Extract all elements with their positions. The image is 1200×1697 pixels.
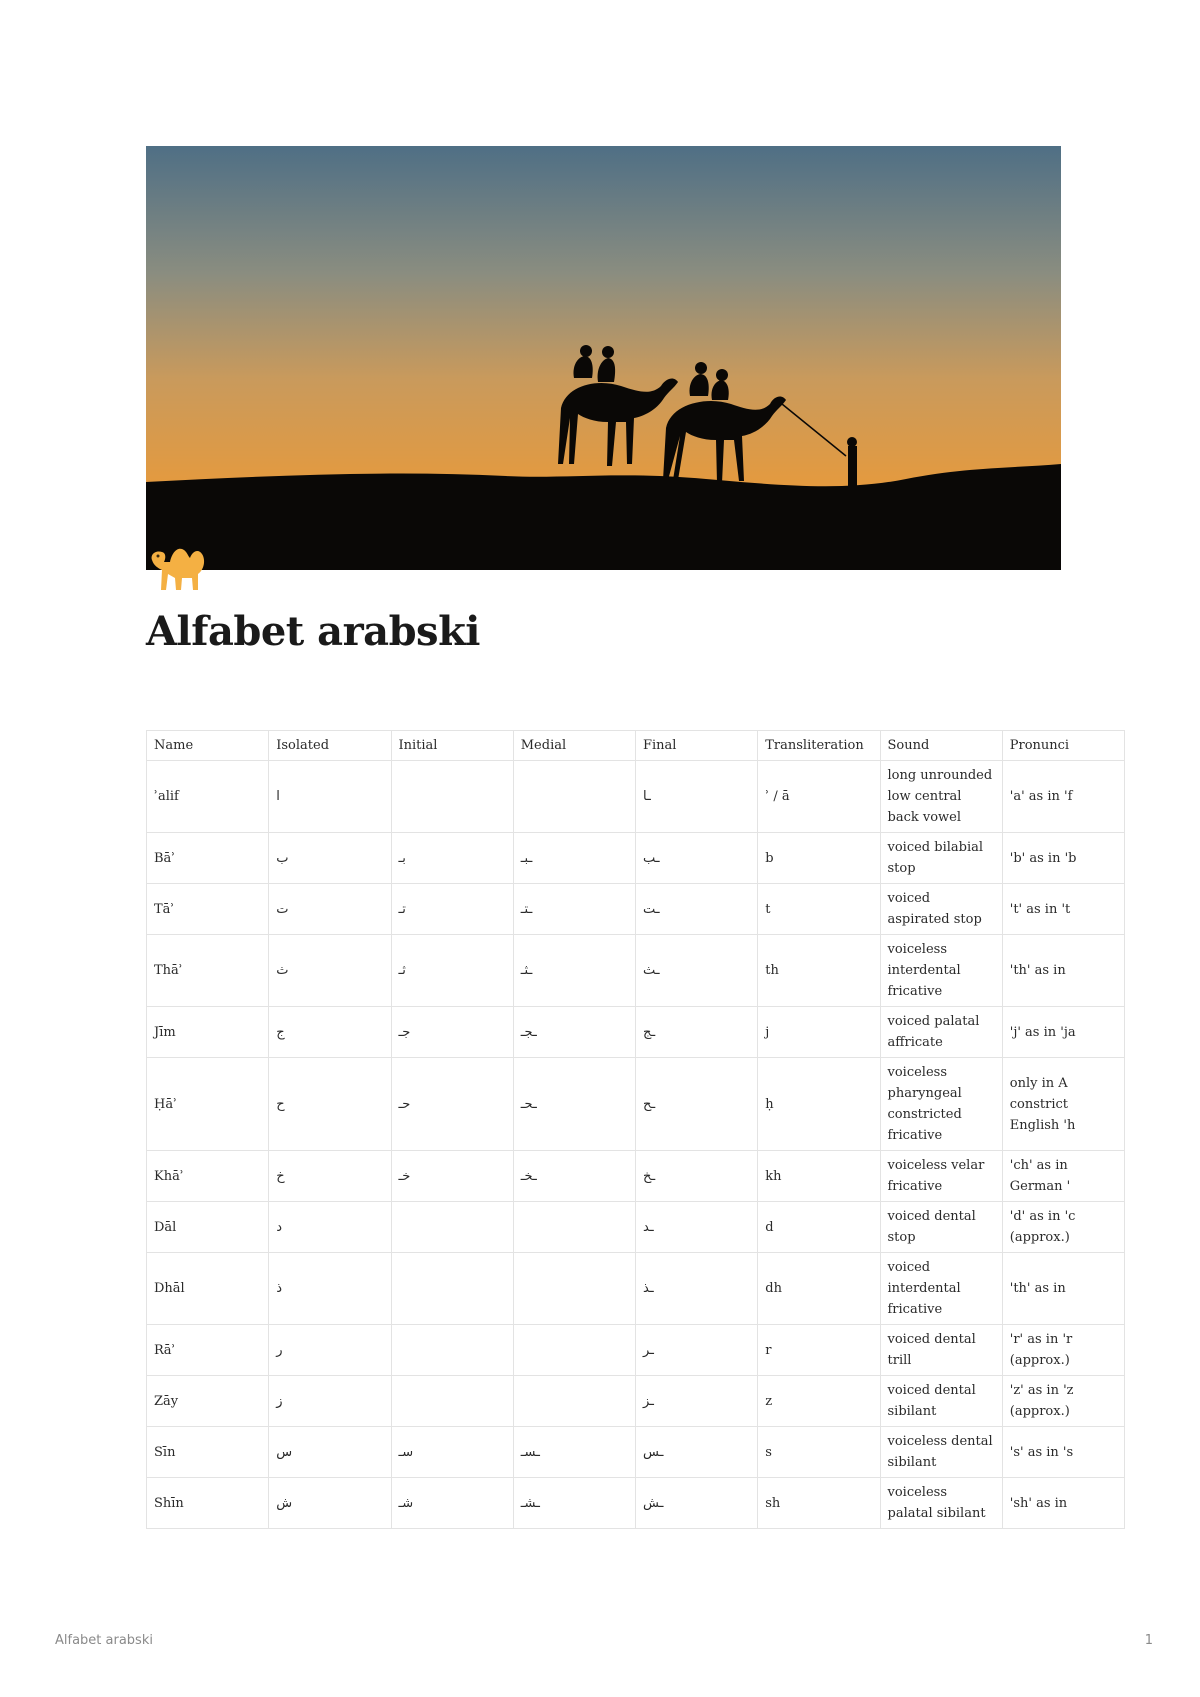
table-cell <box>513 1376 635 1427</box>
table-cell: 'sh' as in <box>1002 1478 1124 1529</box>
table-cell: voiced dental stop <box>880 1202 1002 1253</box>
table-cell: بـ <box>391 833 513 884</box>
table-cell: voiced dental sibilant <box>880 1376 1002 1427</box>
table-cell: ـب <box>636 833 758 884</box>
table-cell: ذ <box>269 1253 391 1325</box>
page-number: 1 <box>1144 1633 1153 1648</box>
table-cell: ت <box>269 884 391 935</box>
desert-caravan-photo <box>146 146 1061 570</box>
table-cell: th <box>758 935 880 1007</box>
table-cell: long unrounded low central back vowel <box>880 761 1002 833</box>
table-cell: voiceless palatal sibilant <box>880 1478 1002 1529</box>
table-cell <box>391 1325 513 1376</box>
alphabet-table-container <box>146 730 1077 1529</box>
table-cell: د <box>269 1202 391 1253</box>
table-cell: 'b' as in 'b <box>1002 833 1124 884</box>
table-cell: voiceless velar fricative <box>880 1151 1002 1202</box>
table-cell <box>391 1376 513 1427</box>
table-cell: ـبـ <box>513 833 635 884</box>
table-cell: dh <box>758 1253 880 1325</box>
page-title: Alfabet arabski <box>146 608 480 655</box>
table-cell: Sīn <box>147 1427 269 1478</box>
column-header: Isolated <box>269 731 391 761</box>
table-row <box>147 1253 1125 1325</box>
table-cell: ـثـ <box>513 935 635 1007</box>
table-cell: تـ <box>391 884 513 935</box>
table-cell: سـ <box>391 1427 513 1478</box>
table-cell: Thāʾ <box>147 935 269 1007</box>
table-cell: z <box>758 1376 880 1427</box>
table-cell: ʾ / ā <box>758 761 880 833</box>
table-cell: ـتـ <box>513 884 635 935</box>
table-cell: ب <box>269 833 391 884</box>
table-cell: voiceless pharyngeal constricted fricative <box>880 1058 1002 1151</box>
table-row <box>147 1007 1125 1058</box>
table-cell: Ḥāʾ <box>147 1058 269 1151</box>
table-cell: Dhāl <box>147 1253 269 1325</box>
table-cell: 'z' as in 'z (approx.) <box>1002 1376 1124 1427</box>
table-cell <box>513 1253 635 1325</box>
table-cell: ش <box>269 1478 391 1529</box>
table-cell: 'd' as in 'c (approx.) <box>1002 1202 1124 1253</box>
camel-icon <box>146 536 208 594</box>
table-cell: voiced bilabial stop <box>880 833 1002 884</box>
table-cell: شـ <box>391 1478 513 1529</box>
table-cell: ـسـ <box>513 1427 635 1478</box>
table-cell: Jīm <box>147 1007 269 1058</box>
table-cell: b <box>758 833 880 884</box>
table-cell: sh <box>758 1478 880 1529</box>
column-header: Initial <box>391 731 513 761</box>
column-header: Medial <box>513 731 635 761</box>
table-cell: ـش <box>636 1478 758 1529</box>
table-cell: ـس <box>636 1427 758 1478</box>
table-row <box>147 1202 1125 1253</box>
table-cell: ʾalif <box>147 761 269 833</box>
alphabet-table <box>146 730 1125 1529</box>
table-cell: Dāl <box>147 1202 269 1253</box>
table-cell: ـا <box>636 761 758 833</box>
table-row <box>147 884 1125 935</box>
table-cell: s <box>758 1427 880 1478</box>
column-header: Pronunci <box>1002 731 1124 761</box>
table-cell: ا <box>269 761 391 833</box>
table-cell: ثـ <box>391 935 513 1007</box>
table-row <box>147 935 1125 1007</box>
table-cell: Zāy <box>147 1376 269 1427</box>
table-cell: only in A constrict English 'h <box>1002 1058 1124 1151</box>
table-body <box>147 761 1125 1529</box>
table-cell: ـث <box>636 935 758 1007</box>
table-cell: خ <box>269 1151 391 1202</box>
table-cell: Rāʾ <box>147 1325 269 1376</box>
table-cell: d <box>758 1202 880 1253</box>
table-header-row <box>147 731 1125 761</box>
table-cell <box>513 1325 635 1376</box>
table-cell: Khāʾ <box>147 1151 269 1202</box>
table-cell: j <box>758 1007 880 1058</box>
column-header: Transliteration <box>758 731 880 761</box>
column-header: Name <box>147 731 269 761</box>
table-row <box>147 1058 1125 1151</box>
table-cell: ز <box>269 1376 391 1427</box>
cover-image <box>146 146 1061 570</box>
table-row <box>147 1151 1125 1202</box>
table-cell: ـح <box>636 1058 758 1151</box>
table-cell: 't' as in 't <box>1002 884 1124 935</box>
table-cell: r <box>758 1325 880 1376</box>
table-cell: 'j' as in 'ja <box>1002 1007 1124 1058</box>
column-header: Sound <box>880 731 1002 761</box>
table-cell: 'r' as in 'r (approx.) <box>1002 1325 1124 1376</box>
table-cell: خـ <box>391 1151 513 1202</box>
table-cell: ث <box>269 935 391 1007</box>
table-cell: t <box>758 884 880 935</box>
table-cell <box>391 761 513 833</box>
table-cell: 's' as in 's <box>1002 1427 1124 1478</box>
table-cell: ـحـ <box>513 1058 635 1151</box>
table-cell: voiced dental trill <box>880 1325 1002 1376</box>
table-cell: voiceless interdental fricative <box>880 935 1002 1007</box>
table-row <box>147 761 1125 833</box>
table-row <box>147 833 1125 884</box>
table-cell: ـز <box>636 1376 758 1427</box>
table-cell: voiced aspirated stop <box>880 884 1002 935</box>
table-row <box>147 1478 1125 1529</box>
table-cell: ـذ <box>636 1253 758 1325</box>
table-cell: voiceless dental sibilant <box>880 1427 1002 1478</box>
table-cell: جـ <box>391 1007 513 1058</box>
table-cell: 'th' as in <box>1002 935 1124 1007</box>
table-cell: ـخـ <box>513 1151 635 1202</box>
table-cell: س <box>269 1427 391 1478</box>
table-cell: ح <box>269 1058 391 1151</box>
table-cell: Bāʾ <box>147 833 269 884</box>
table-cell <box>391 1253 513 1325</box>
table-cell <box>513 761 635 833</box>
table-cell: 'ch' as in German ' <box>1002 1151 1124 1202</box>
table-cell <box>513 1202 635 1253</box>
column-header: Final <box>636 731 758 761</box>
table-cell: Tāʾ <box>147 884 269 935</box>
table-cell: ـجـ <box>513 1007 635 1058</box>
footer-title: Alfabet arabski <box>55 1633 153 1648</box>
table-cell <box>391 1202 513 1253</box>
table-cell: 'a' as in 'f <box>1002 761 1124 833</box>
table-cell: ج <box>269 1007 391 1058</box>
table-cell: ـشـ <box>513 1478 635 1529</box>
table-row <box>147 1376 1125 1427</box>
table-cell: ـر <box>636 1325 758 1376</box>
table-cell: voiced palatal affricate <box>880 1007 1002 1058</box>
table-row <box>147 1325 1125 1376</box>
table-cell: ر <box>269 1325 391 1376</box>
table-cell: 'th' as in <box>1002 1253 1124 1325</box>
table-cell: Shīn <box>147 1478 269 1529</box>
table-row <box>147 1427 1125 1478</box>
table-cell: ḥ <box>758 1058 880 1151</box>
table-cell: ـج <box>636 1007 758 1058</box>
table-cell: ـد <box>636 1202 758 1253</box>
table-cell: حـ <box>391 1058 513 1151</box>
table-cell: kh <box>758 1151 880 1202</box>
table-cell: ـخ <box>636 1151 758 1202</box>
table-cell: ـت <box>636 884 758 935</box>
table-cell: voiced interdental fricative <box>880 1253 1002 1325</box>
